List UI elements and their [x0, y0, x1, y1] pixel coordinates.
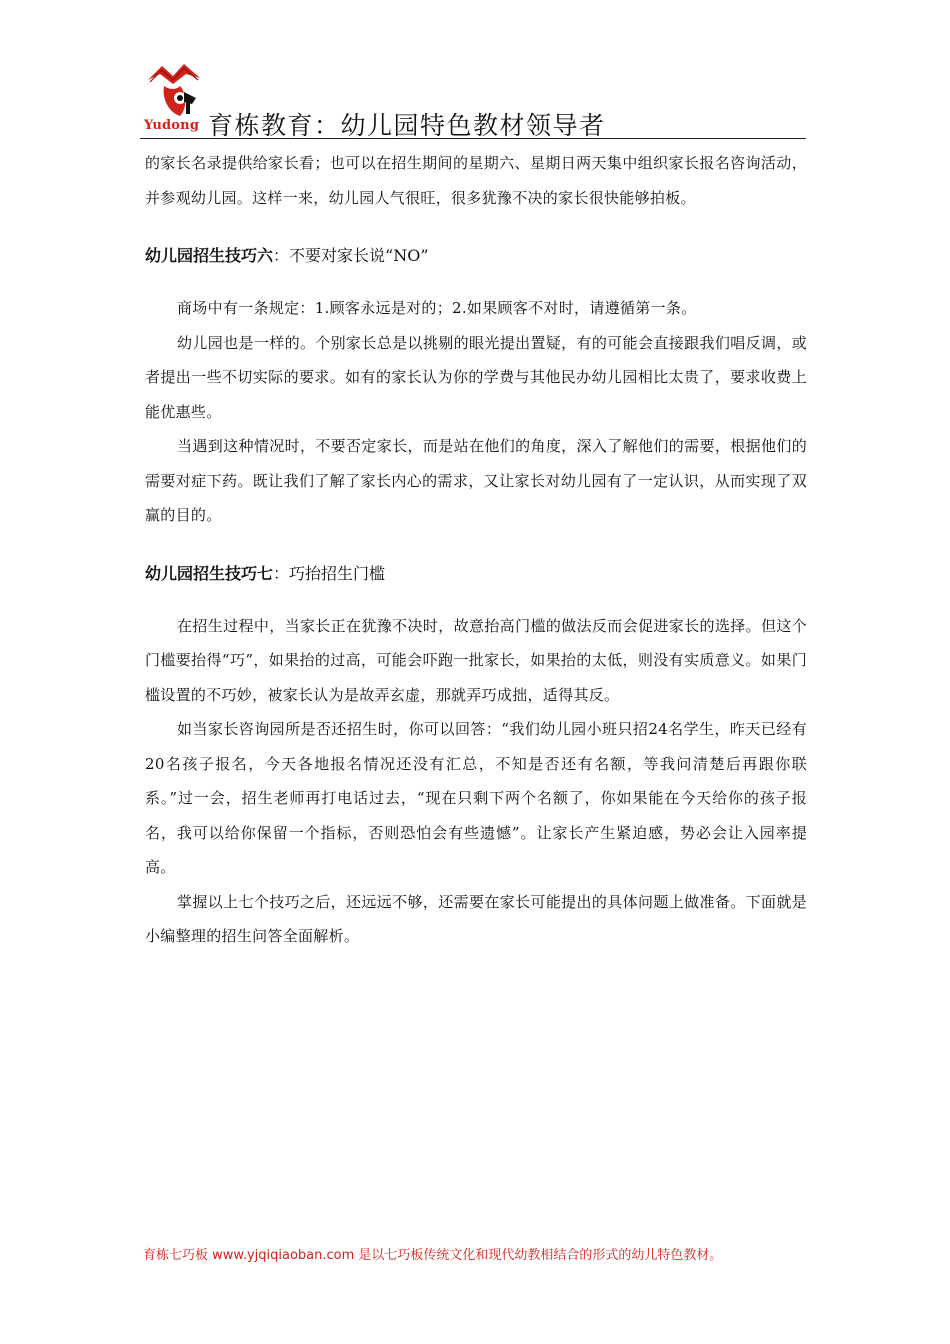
paragraph: 当遇到这种情况时，不要否定家长，而是站在他们的角度，深入了解他们的需要，根据他们的需要对症下药。既让我们了解了家长内心的需求，又让家长对幼儿园有了一定认识，从而实现了双赢的目的。: [145, 437, 807, 524]
page-header: [140, 58, 806, 140]
heading-6-text: 不要对家长说“NO”: [289, 246, 429, 265]
paragraph-continuation: 的家长名录提供给家长看；也可以在招生期间的星期六、星期日两天集中组织家长报名咨询活动，并参观幼儿园。这样一来，幼儿园人气很旺，很多犹豫不决的家长很快能够拍板。: [145, 154, 807, 207]
header-title: 育栋教育：幼儿园特色教材领导者: [208, 111, 606, 140]
paragraph: 在招生过程中，当家长正在犹豫不决时，故意抬高门槛的做法反而会促进家长的选择。但这个门槛要抬得“巧”，如果抬的过高，可能会吓跑一批家长，如果抬的太低，则没有实质意义。如果门槛设置的不巧妙，被家长认为是故弄玄虚，那就弄巧成拙，适得其反。: [145, 616, 807, 704]
section-heading-6: [145, 241, 807, 271]
page-footer: 育栋七巧板 www.yjqiqiaoban.com 是以七巧板传统文化和现代幼教相结合的形式的幼儿特色教材。: [143, 1248, 723, 1263]
header-divider: [140, 138, 806, 139]
paragraph: 掌握以上七个技巧之后，还远远不够，还需要在家长可能提出的具体问题上做准备。下面就是小编整理的招生问答全面解析。: [145, 892, 807, 945]
heading-7-label: 幼儿园招生技巧七: [145, 563, 274, 583]
paragraph: 如当家长咨询园所是否还招生时，你可以回答：“我们幼儿园小班只招24名学生，昨天已经有20名孩子报名，今天各地报名情况还没有汇总，不知是否还有名额，等我问清楚后再跟你联系。”过一会，招生老师再打电话过去，“现在只剩下两个名额了，你如果能在今天给你的孩子报名，我可以给你保留一个指标，否则恐怕会有些遗憾”。让家长产生紧迫感，势必会让入园率提高。: [145, 720, 807, 876]
document-body: [145, 146, 807, 954]
paragraph: 幼儿园也是一样的。个别家长总是以挑剔的眼光提出置疑，有的可能会直接跟我们唱反调，或者提出一些不切实际的要求。如有的家长认为你的学费与其他民办幼儿园相比太贵了，要求收费上能优惠些。: [145, 333, 807, 421]
book-figure-icon: [140, 58, 206, 120]
heading-7-colon: ：: [273, 563, 290, 583]
heading-7-text: 巧抬招生门槛: [289, 563, 386, 583]
section-heading-7: [145, 559, 807, 589]
brand-name: Yudong: [144, 118, 200, 133]
heading-6-colon: ：: [273, 246, 290, 265]
paragraph: 商场中有一条规定：1.顾客永远是对的；2.如果顾客不对时，请遵循第一条。: [177, 299, 697, 317]
heading-6-label: 幼儿园招生技巧六: [145, 246, 274, 265]
